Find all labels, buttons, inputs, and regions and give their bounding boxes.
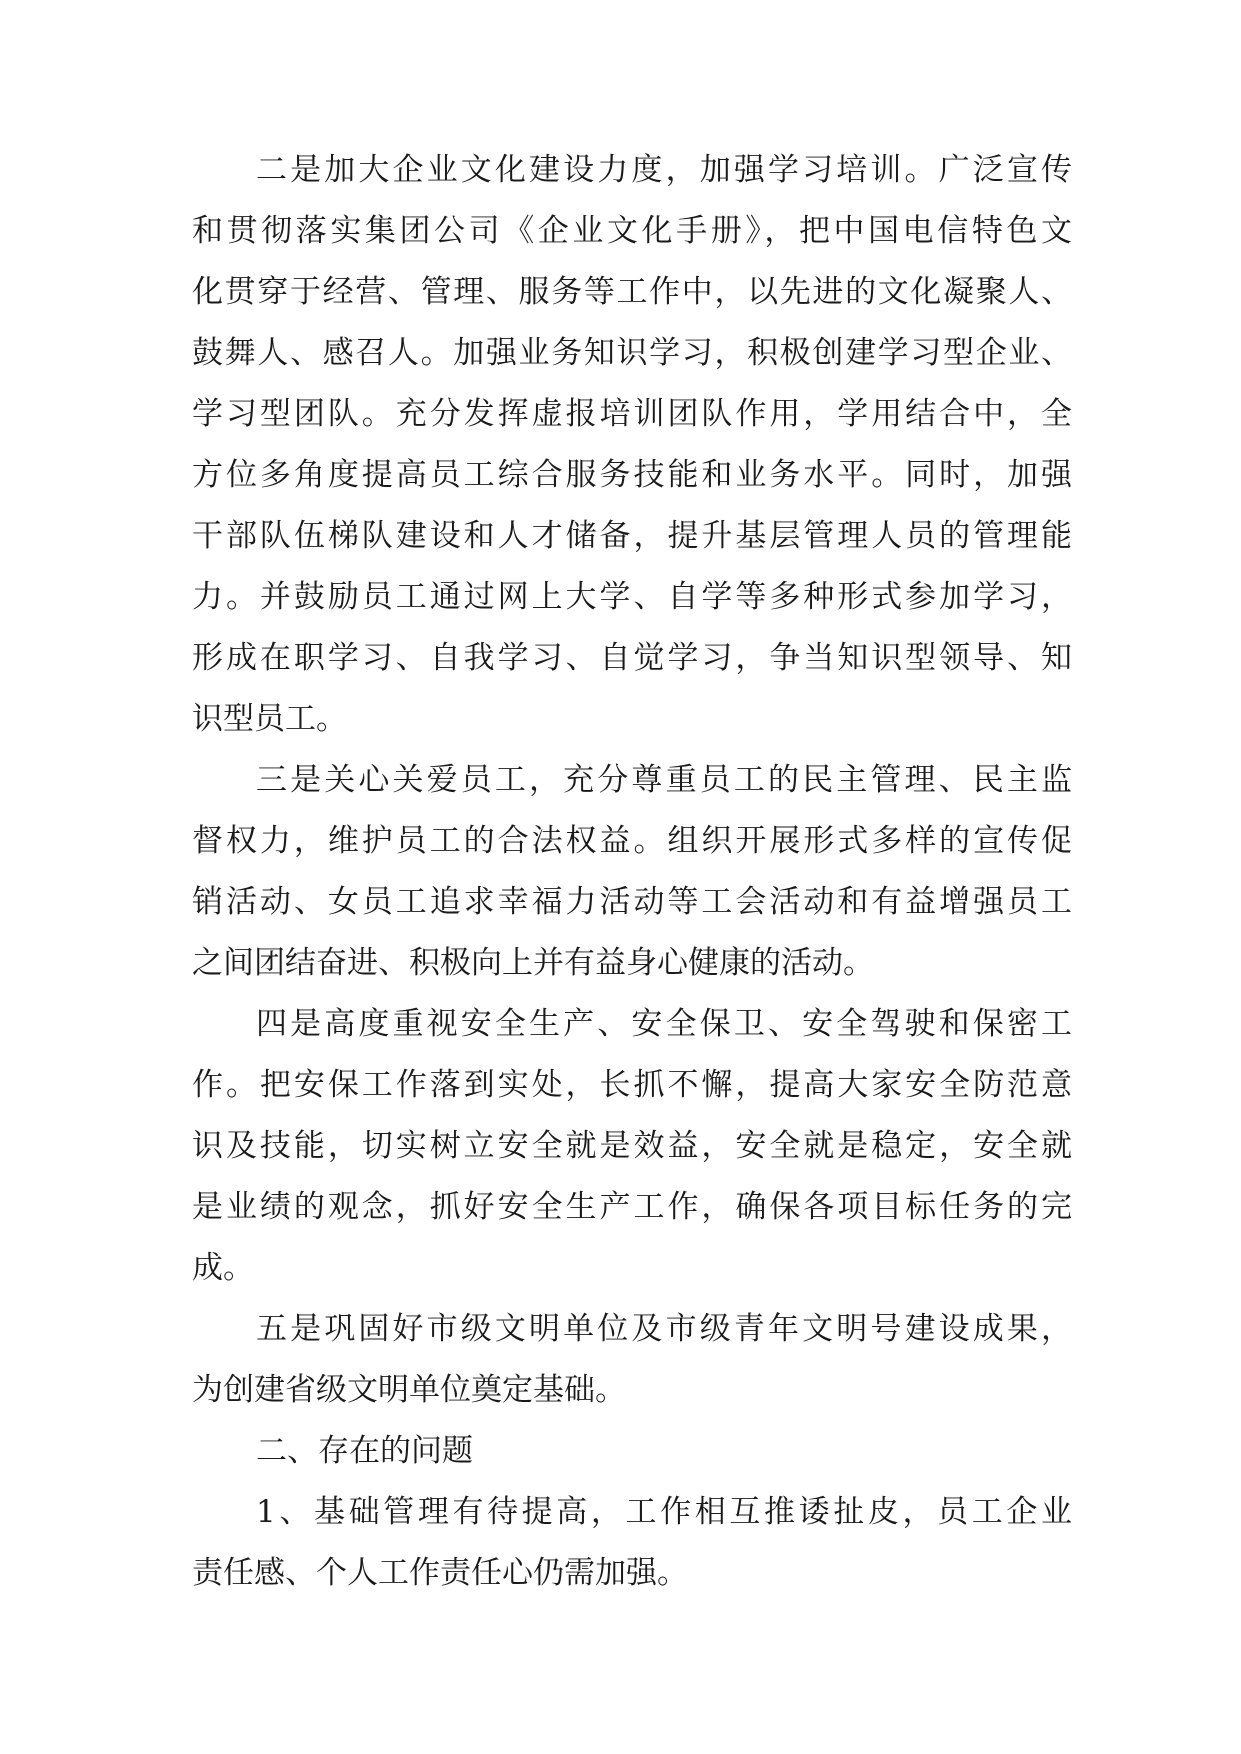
text-line: 三是关心关爱员工，充分尊重员工的民主管理、民主监: [256, 762, 1072, 798]
text-line: 力。并鼓励员工通过网上大学、自学等多种形式参加学习，: [192, 579, 1072, 615]
text-line: 学习型团队。充分发挥虚报培训团队作用，学用结合中，全: [192, 396, 1072, 432]
text-line: 化贯穿于经营、管理、服务等工作中，以先进的文化凝聚人、: [192, 274, 1072, 310]
text-line: 四是高度重视安全生产、安全保卫、安全驾驶和保密工: [256, 1006, 1072, 1042]
text-line: 1、基础管理有待提高，工作相互推诿扯皮，员工企业: [256, 1494, 1072, 1530]
text-line: 为创建省级文明单位奠定基础。: [192, 1372, 626, 1408]
text-line: 干部队伍梯队建设和人才储备，提升基层管理人员的管理能: [192, 518, 1072, 554]
text-line: 识型员工。: [192, 701, 347, 737]
text-line: 五是巩固好市级文明单位及市级青年文明号建设成果，: [256, 1311, 1072, 1347]
text-line: 和贯彻落实集团公司《企业文化手册》，把中国电信特色文: [192, 213, 1072, 249]
section-heading: 二、存在的问题: [256, 1433, 473, 1469]
text-line: 是业绩的观念，抓好安全生产工作，确保各项目标任务的完: [192, 1189, 1072, 1225]
text-line: 督权力，维护员工的合法权益。组织开展形式多样的宣传促: [192, 823, 1072, 859]
text-line: 方位多角度提高员工综合服务技能和业务水平。同时，加强: [192, 457, 1072, 493]
text-line: 识及技能，切实树立安全就是效益，安全就是稳定，安全就: [192, 1128, 1072, 1164]
text-line: 销活动、女员工追求幸福力活动等工会活动和有益增强员工: [192, 884, 1072, 920]
text-line: 责任感、个人工作责任心仍需加强。: [192, 1555, 688, 1591]
text-line: 形成在职学习、自我学习、自觉学习，争当知识型领导、知: [192, 640, 1072, 676]
text-line: 二是加大企业文化建设力度，加强学习培训。广泛宣传: [256, 152, 1072, 188]
text-line: 作。把安保工作落到实处，长抓不懈，提高大家安全防范意: [192, 1067, 1072, 1103]
text-line: 成。: [192, 1250, 254, 1286]
text-line: 之间团结奋进、积极向上并有益身心健康的活动。: [192, 945, 874, 981]
text-line: 鼓舞人、感召人。加强业务知识学习，积极创建学习型企业、: [192, 335, 1072, 371]
